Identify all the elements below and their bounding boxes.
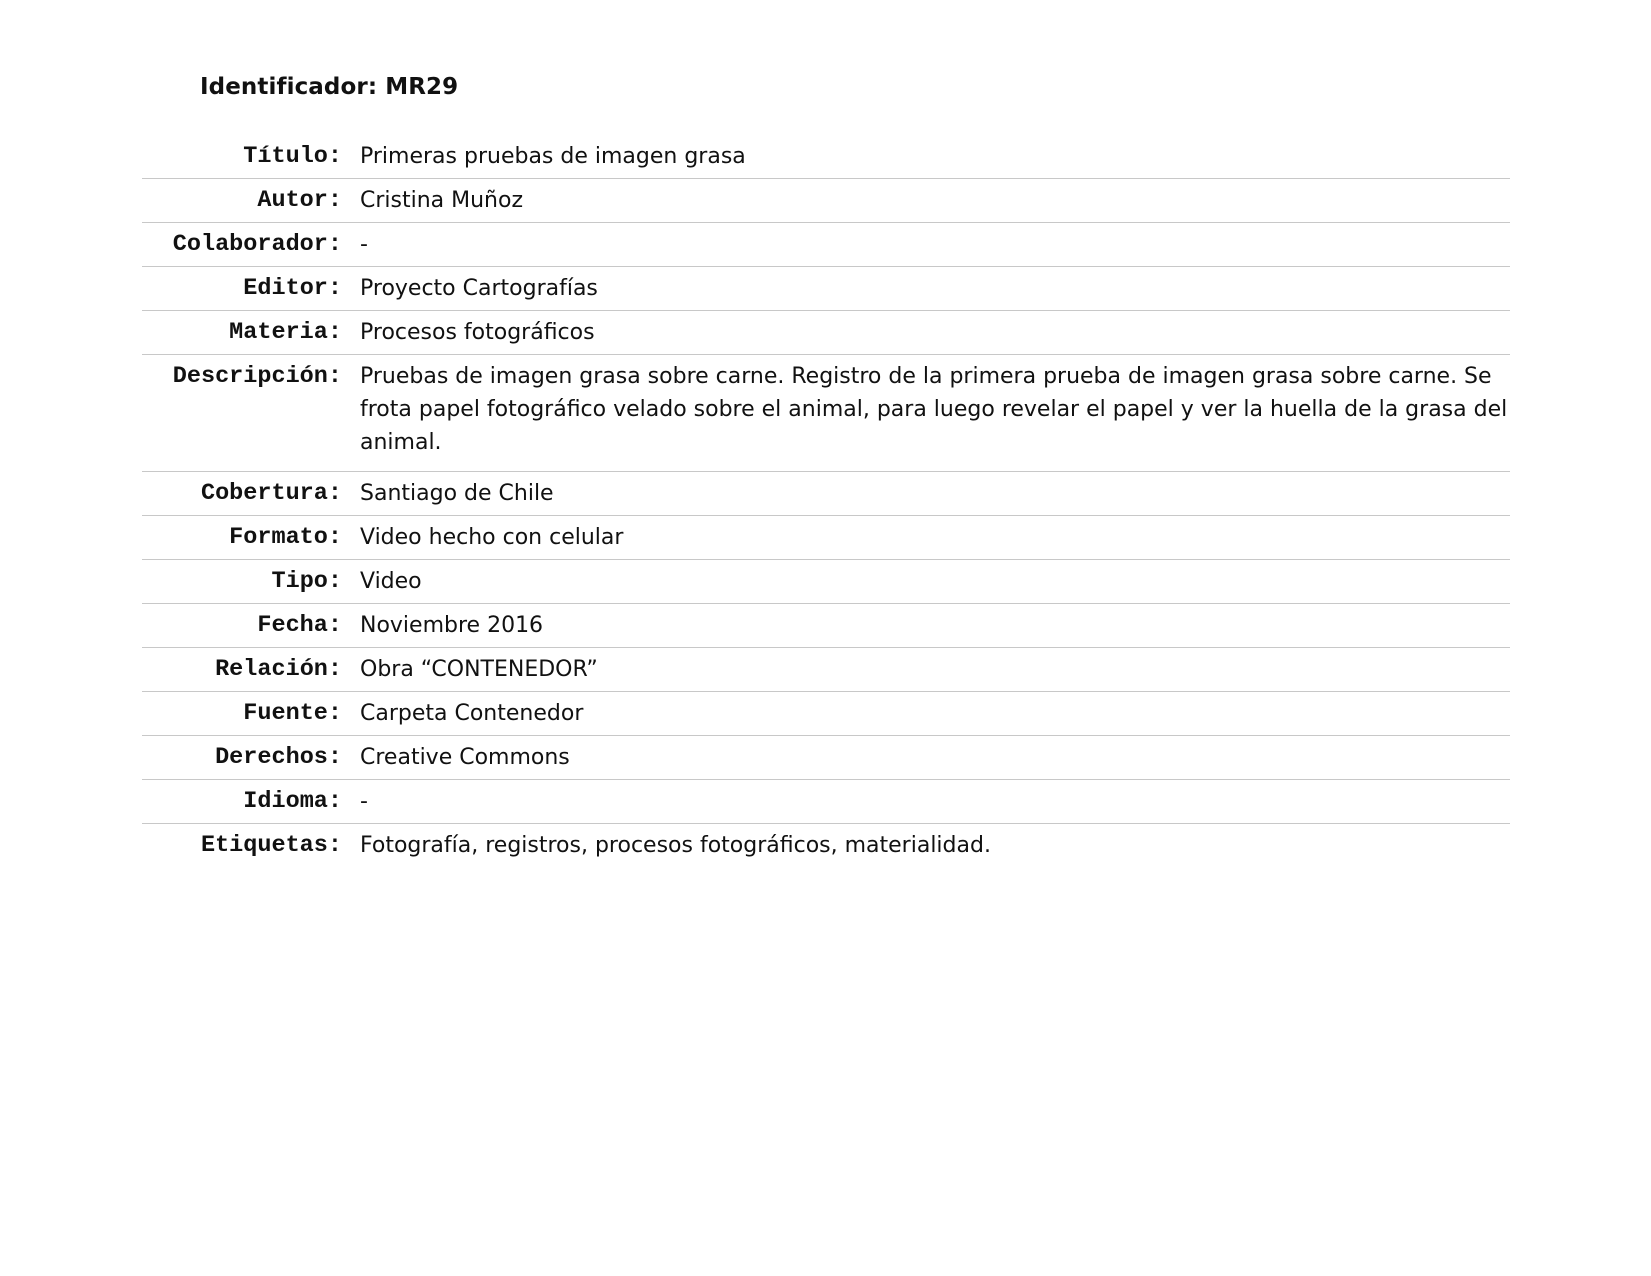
field-label: Autor: — [257, 187, 342, 214]
field-value: Creative Commons — [360, 745, 570, 770]
field-row-editor — [142, 267, 1510, 311]
field-label: Relación: — [215, 656, 342, 683]
field-label: Etiquetas: — [200, 832, 342, 859]
field-row-autor — [142, 179, 1510, 223]
field-value: Procesos fotográficos — [360, 320, 595, 345]
field-row-descripcion — [142, 355, 1510, 472]
field-label: Derechos: — [215, 744, 342, 771]
field-row-fuente — [142, 692, 1510, 736]
field-label: Cobertura: — [200, 480, 342, 507]
field-value: - — [360, 789, 368, 814]
field-row-relacion — [142, 648, 1510, 692]
field-row-etiquetas — [142, 824, 1510, 868]
field-label: Formato: — [229, 524, 342, 551]
field-row-titulo — [142, 135, 1510, 179]
field-value: Fotografía, registros, procesos fotográficos, materialidad. — [360, 833, 991, 858]
field-value: Cristina Muñoz — [360, 188, 524, 213]
metadata-table — [142, 135, 1510, 867]
field-row-idioma — [142, 780, 1510, 824]
field-value: Noviembre 2016 — [360, 613, 544, 638]
field-row-cobertura — [142, 472, 1510, 516]
field-value: Pruebas de imagen grasa sobre carne. Registro de la primera prueba de imagen grasa sobre carne. Se frota papel fotográfico velado sobre el animal, para luego revelar el papel y ver la huella de la grasa del animal. — [360, 364, 1508, 455]
field-label: Descripción: — [172, 363, 342, 390]
field-label: Editor: — [243, 275, 342, 302]
field-label: Fuente: — [243, 700, 342, 727]
field-row-materia — [142, 311, 1510, 355]
field-value: Santiago de Chile — [360, 481, 554, 506]
field-label: Tipo: — [271, 568, 342, 595]
field-label: Idioma: — [243, 788, 342, 815]
field-label: Título: — [243, 143, 342, 170]
field-value: Proyecto Cartografías — [360, 276, 598, 301]
field-row-tipo — [142, 560, 1510, 604]
field-row-colaborador — [142, 223, 1510, 267]
field-row-derechos — [142, 736, 1510, 780]
field-value: Obra “CONTENEDOR” — [360, 657, 598, 682]
field-value: Primeras pruebas de imagen grasa — [360, 144, 746, 169]
field-value: Carpeta Contenedor — [360, 701, 584, 726]
field-row-formato — [142, 516, 1510, 560]
field-value: - — [360, 232, 368, 257]
field-value: Video hecho con celular — [360, 525, 624, 550]
field-row-fecha — [142, 604, 1510, 648]
field-label: Colaborador: — [172, 231, 342, 258]
field-label: Fecha: — [257, 612, 342, 639]
field-value: Video — [360, 569, 422, 594]
record-identifier: Identificador: MR29 — [200, 74, 459, 100]
field-label: Materia: — [229, 319, 342, 346]
